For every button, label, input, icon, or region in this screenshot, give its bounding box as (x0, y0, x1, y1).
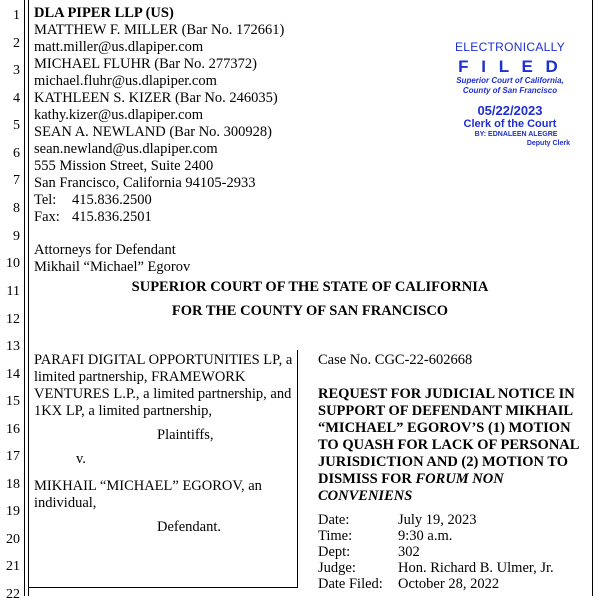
plaintiff-line: 1KX LP, a limited partnership, (34, 403, 213, 419)
stamp-by: BY: EDNALEEN ALEGRE (474, 131, 558, 138)
caption-bottom-rule (28, 587, 298, 588)
line-number: 18 (6, 477, 20, 492)
client-name: Mikhail “Michael” Egorov (34, 259, 191, 275)
detail-value: October 28, 2022 (398, 576, 500, 592)
line-number: 6 (13, 146, 20, 161)
margin-rule-left (24, 0, 25, 596)
line-number: 14 (6, 367, 20, 382)
detail-label: Time: (318, 528, 353, 544)
stamp-county: County of San Francisco (462, 86, 558, 95)
doc-title-line (318, 471, 504, 488)
counsel-line: michael.fluhr@us.dlapiper.com (34, 73, 217, 89)
margin-rule-right (592, 0, 593, 596)
tel-number: 415.836.2500 (72, 192, 152, 208)
counsel-line: matt.miller@us.dlapiper.com (34, 39, 204, 55)
fax-label: Fax: (34, 209, 60, 225)
caption-divider (297, 350, 298, 587)
doc-title-italic: FORUM NON (415, 471, 504, 487)
line-number: 20 (6, 532, 20, 547)
line-number: 16 (6, 422, 20, 437)
court-title-line2: FOR THE COUNTY OF SAN FRANCISCO (171, 303, 449, 319)
line-number: 5 (13, 118, 20, 133)
margin-rule-left-inner (28, 0, 29, 596)
detail-value: July 19, 2023 (398, 512, 477, 528)
line-number: 8 (13, 201, 20, 216)
detail-label: Date: (318, 512, 350, 528)
doc-title-line (318, 488, 412, 505)
counsel-line: SEAN A. NEWLAND (Bar No. 300928) (34, 124, 273, 140)
plaintiffs-label: Plaintiffs, (157, 427, 214, 443)
doc-title-line: REQUEST FOR JUDICIAL NOTICE IN (318, 386, 575, 402)
court-title-line1: SUPERIOR COURT OF THE STATE OF CALIFORNIA (131, 279, 489, 295)
line-number: 13 (6, 339, 20, 354)
tel-label: Tel: (34, 192, 57, 208)
line-number: 10 (6, 256, 20, 271)
stamp-clerk: Clerk of the Court (463, 118, 557, 130)
detail-label: Date Filed: (318, 576, 383, 592)
detail-value: 302 (398, 544, 420, 560)
detail-value: Hon. Richard B. Ulmer, Jr. (398, 560, 554, 576)
stamp-deputy: Deputy Clerk (526, 140, 570, 147)
line-number: 4 (13, 91, 20, 106)
fax-number: 415.836.2501 (72, 209, 152, 225)
detail-value: 9:30 a.m. (398, 528, 453, 544)
versus: v. (76, 451, 86, 467)
doc-title-line: TO QUASH FOR LACK OF PERSONAL (318, 437, 580, 453)
plaintiff-line: VENTURES L.P., a limited partnership, and (34, 386, 292, 402)
doc-title-line: SUPPORT OF DEFENDANT MIKHAIL (318, 403, 574, 419)
doc-title-line: “MICHAEL” EGOROV’S (1) MOTION (318, 420, 571, 436)
line-number: 22 (6, 587, 20, 602)
filing-stamp (440, 40, 580, 148)
doc-title-prefix: DISMISS FOR (318, 471, 416, 487)
stamp-filed: F I L E D (458, 57, 562, 76)
stamp-date: 05/22/2023 (477, 103, 543, 118)
defendant-label: Defendant. (157, 519, 222, 535)
stamp-electronically: ELECTRONICALLY (454, 40, 565, 54)
attorneys-for: Attorneys for Defendant (34, 242, 176, 258)
line-number: 15 (6, 394, 20, 409)
line-number: 9 (13, 229, 20, 244)
counsel-line: KATHLEEN S. KIZER (Bar No. 246035) (34, 90, 278, 106)
firm-name: DLA PIPER LLP (US) (34, 5, 174, 21)
line-number: 21 (6, 559, 20, 574)
counsel-line: sean.newland@us.dlapiper.com (34, 141, 218, 157)
case-number: Case No. CGC-22-602668 (318, 352, 473, 368)
line-number: 17 (6, 449, 20, 464)
line-number: 1 (13, 8, 20, 23)
line-number: 2 (13, 36, 20, 51)
stamp-court: Superior Court of California, (456, 76, 564, 85)
doc-title-italic: CONVENIENS (318, 488, 413, 504)
line-number: 12 (6, 312, 20, 327)
line-number: 19 (6, 504, 20, 519)
line-number: 7 (13, 173, 20, 188)
counsel-line: MATTHEW F. MILLER (Bar No. 172661) (34, 22, 285, 38)
counsel-line: kathy.kizer@us.dlapiper.com (34, 107, 204, 123)
detail-label: Dept: (318, 544, 351, 560)
plaintiff-line: PARAFI DIGITAL OPPORTUNITIES LP, a (34, 352, 293, 368)
plaintiff-line: limited partnership, FRAMEWORK (34, 369, 246, 385)
address-line: 555 Mission Street, Suite 2400 (34, 158, 214, 174)
detail-label: Judge: (318, 560, 356, 576)
doc-title-line: JURISDICTION AND (2) MOTION TO (318, 454, 569, 470)
defendant-line: MIKHAIL “MICHAEL” EGOROV, an (34, 478, 262, 494)
counsel-line: MICHAEL FLUHR (Bar No. 277372) (34, 56, 257, 72)
defendant-line: individual, (34, 495, 97, 511)
address-line: San Francisco, California 94105-2933 (34, 175, 256, 191)
line-number: 11 (6, 284, 20, 299)
line-number: 3 (13, 63, 20, 78)
